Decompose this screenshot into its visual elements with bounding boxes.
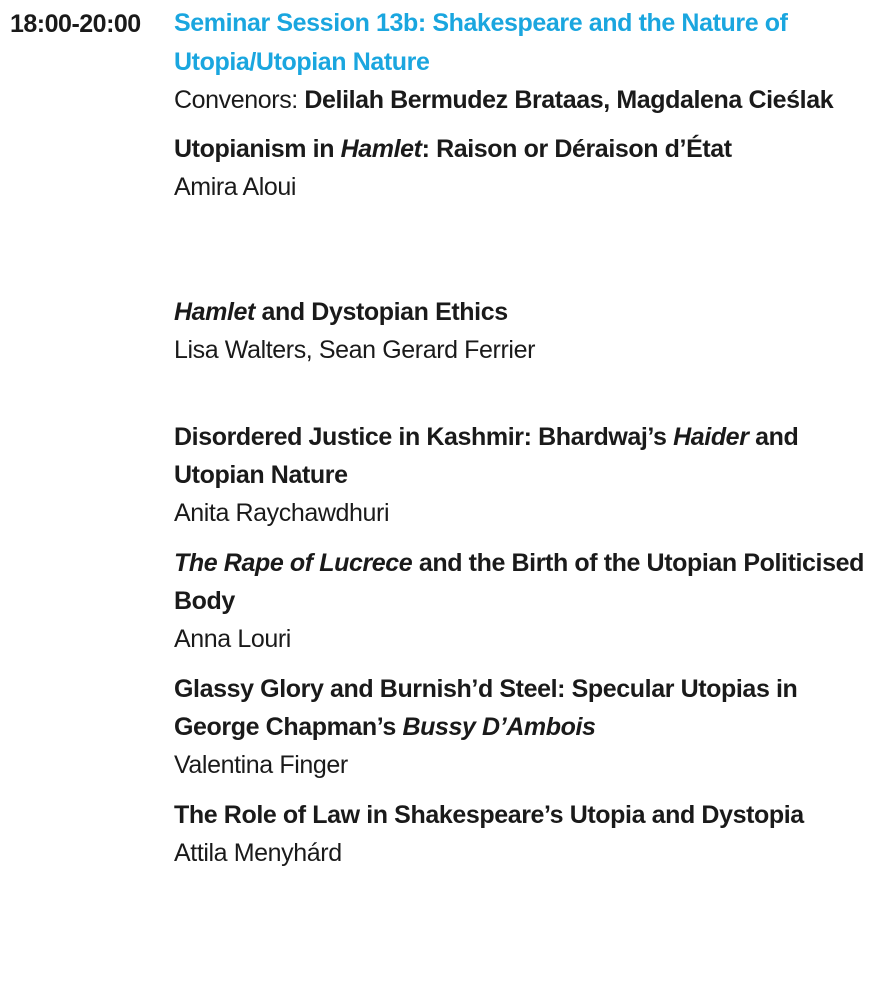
paper-title-text: and Utopian Nature (174, 423, 799, 489)
paper-item (174, 293, 864, 369)
paper-author: Amira Aloui (174, 173, 297, 201)
paper-title-text: Utopianism in (174, 135, 341, 163)
convenors-label: Convenors: (174, 86, 305, 114)
convenors-names: Delilah Bermudez Brataas, Magdalena Cieślak (304, 86, 834, 114)
paper-title (174, 544, 864, 620)
paper-item (174, 130, 864, 206)
paper-title (174, 130, 864, 168)
paper-item (174, 796, 864, 872)
paper-title-italic: Hamlet (340, 135, 422, 163)
paper-item (174, 418, 864, 532)
paper-title (174, 293, 864, 331)
paper-author: Lisa Walters, Sean Gerard Ferrier (174, 336, 535, 364)
paper-title-italic: Hamlet (174, 298, 255, 326)
paper-title-text: : Raison or Déraison d’État (421, 135, 732, 163)
paper-author: Attila Menyhárd (174, 839, 342, 867)
paper-item (174, 670, 864, 784)
paper-title-text: The Role of Law in Shakespeare’s Utopia and Dystopia (174, 801, 804, 829)
convenors-line (174, 81, 864, 119)
paper-title-italic: The Rape of Lucrece (174, 549, 413, 577)
paper-author: Valentina Finger (174, 751, 348, 779)
session-time: 18:00-20:00 (10, 10, 141, 38)
paper-title-italic: Bussy D’Ambois (402, 713, 596, 741)
paper-title (174, 670, 864, 746)
paper-title-text: Glassy Glory and Burnish’d Steel: Specular Utopias in George Chapman’s (174, 675, 798, 741)
paper-title-text: and the Birth of the Utopian Politicised Body (174, 549, 864, 615)
paper-title-text: and Dystopian Ethics (254, 298, 508, 326)
paper-item (174, 544, 864, 658)
paper-title (174, 796, 864, 834)
session-block (174, 4, 864, 872)
session-title: Seminar Session 13b: Shakespeare and the Nature of Utopia/Utopian Nature (174, 9, 788, 76)
paper-title-text: Disordered Justice in Kashmir: Bhardwaj’s (174, 423, 674, 451)
paper-title-italic: Haider (673, 423, 749, 451)
paper-title (174, 418, 864, 494)
paper-author: Anna Louri (174, 625, 291, 653)
paper-author: Anita Raychawdhuri (174, 499, 390, 527)
